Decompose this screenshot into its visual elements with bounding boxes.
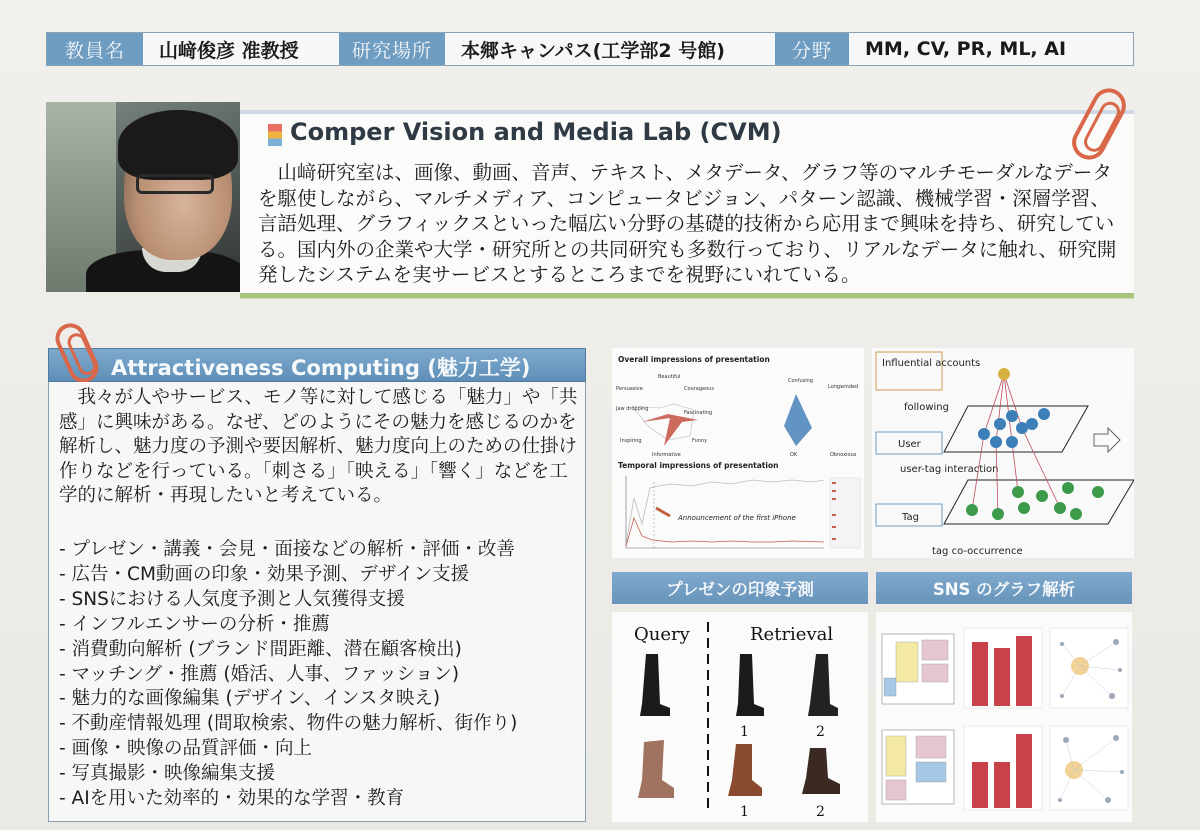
rank-label: 2: [816, 724, 825, 740]
tag-label: Tag: [902, 512, 919, 523]
field-value: MM, CV, PR, ML, AI: [865, 38, 1067, 60]
sns-graph-figure: [872, 348, 1134, 558]
interaction-label: user-tag interaction: [900, 464, 999, 475]
radar-label: Courageous: [684, 386, 714, 392]
list-item: - 広告・CM動画の印象・効果予測、デザイン支援: [59, 563, 470, 585]
faculty-value: 山﨑俊彦 准教授: [159, 39, 299, 62]
rank-label: 1: [740, 804, 749, 820]
result-boot-1: [736, 654, 764, 716]
info-bar: [46, 32, 1134, 66]
list-item: - SNSにおける人気度予測と人気獲得支援: [59, 588, 405, 610]
lab-title: Comper Vision and Media Lab (CVM): [290, 118, 782, 146]
list-item: - 消費動向解析 (ブランド間距離、潜在顧客検出): [59, 638, 462, 660]
cooccurrence-label: tag co-occurrence: [932, 546, 1023, 557]
list-item: - インフルエンサーの分析・推薦: [59, 613, 330, 635]
radar-label: OK: [790, 452, 798, 458]
bar: [1016, 734, 1032, 808]
radar-label: Funny: [692, 438, 708, 444]
list-item: - 写真撮影・映像編集支援: [59, 763, 276, 785]
bar: [1016, 636, 1032, 706]
lab-intro-card: [240, 110, 1134, 298]
topic-list: [59, 538, 517, 812]
radar-label: Inspiring: [620, 438, 642, 444]
attractiveness-body: [48, 382, 586, 822]
fig-title-temporal: Temporal impressions of presentation: [618, 461, 779, 470]
bar: [972, 762, 988, 808]
list-item: - AIを用いた効率的・効果的な学習・教育: [59, 788, 405, 810]
radar-label: Obnoxious: [830, 452, 857, 458]
radar-label: Informative: [652, 452, 681, 458]
iphone-annotation: Announcement of the first iPhone: [678, 514, 796, 522]
location-value: 本郷キャンパス(工学部2 号館): [461, 39, 725, 62]
radar-label: Persuasive: [616, 386, 643, 392]
list-item: - 魅力的な画像編集 (デザイン、インスタ映え): [59, 688, 441, 710]
caption-presentation: プレゼンの印象予測: [612, 572, 868, 604]
radar-label: Confusing: [788, 378, 813, 384]
color-bar-icon: [268, 124, 282, 146]
following-label: following: [904, 402, 949, 413]
list-item: - 不動産情報処理 (間取検索、物件の魅力解析、街作り): [59, 713, 518, 735]
query-boot-black: [640, 654, 670, 716]
presentation-impression-figure: [612, 348, 864, 558]
arrow-right-icon: [1094, 428, 1120, 452]
user-label: User: [898, 439, 921, 450]
professor-photo: [46, 102, 240, 292]
attractiveness-header: [48, 348, 586, 382]
result-boot-2: [808, 654, 838, 716]
retrieval-label: Retrieval: [750, 624, 834, 645]
attractiveness-description: 我々が人やサービス、モノ等に対して感じる「魅力」や「共感」に興味がある。なぜ、どのようにその魅力を感じるのかを解析し、魅力度の予測や要因解析、魅力度向上のための仕掛け作りなどを行っている。「刺さる」「映える」「響く」などを工学的に解析・再現したいと考えている。: [59, 387, 578, 506]
faculty-label: 教員名: [47, 33, 143, 65]
attractiveness-title: Attractiveness Computing (魅力工学): [111, 356, 531, 380]
radar-label: Fascinating: [684, 410, 713, 416]
field-label: 分野: [775, 33, 849, 65]
caption-sns: SNS のグラフ解析: [876, 572, 1132, 604]
lab-description: 山﨑研究室は、画像、動画、音声、テキスト、メタデータ、グラフ等のマルチモーダルなデータを駆使しながら、マルチメディア、コンピュータビジョン、パターン認識、機械学習・深層学習、言語処理、グラフィックスといった幅広い分野の基礎的技術から応用まで興味を持ち、研究している。国内外の企業や大学・研究所との共同研究も多数行っており、リアルなデータに触れ、研究開発したシステムを実サービスとするところまでを視野にいれている。: [258, 161, 1117, 286]
result-boot-4: [802, 748, 840, 794]
list-item: - 画像・映像の品質評価・向上: [59, 738, 313, 760]
list-item: - マッチング・推薦 (婚活、人事、ファッション): [59, 663, 460, 685]
location-label: 研究場所: [339, 33, 445, 65]
query-label: Query: [634, 624, 690, 645]
real-estate-figure: [876, 612, 1132, 822]
bar: [994, 762, 1010, 808]
rank-label: 1: [740, 724, 749, 740]
radar-label: Longwinded: [828, 384, 859, 390]
bar: [994, 648, 1010, 706]
query-boot-cowboy: [638, 740, 674, 798]
bar: [972, 642, 988, 706]
result-boot-3: [728, 744, 762, 796]
rank-label: 2: [816, 804, 825, 820]
fig-title-overall: Overall impressions of presentation: [618, 355, 770, 364]
influential-label: Influential accounts: [882, 358, 981, 369]
radar-label: Beautiful: [658, 374, 681, 380]
fashion-retrieval-figure: [612, 612, 868, 822]
list-item: - プレゼン・講義・会見・面接などの解析・評価・改善: [59, 539, 515, 560]
radar-label: Jaw dropping: [616, 406, 649, 412]
